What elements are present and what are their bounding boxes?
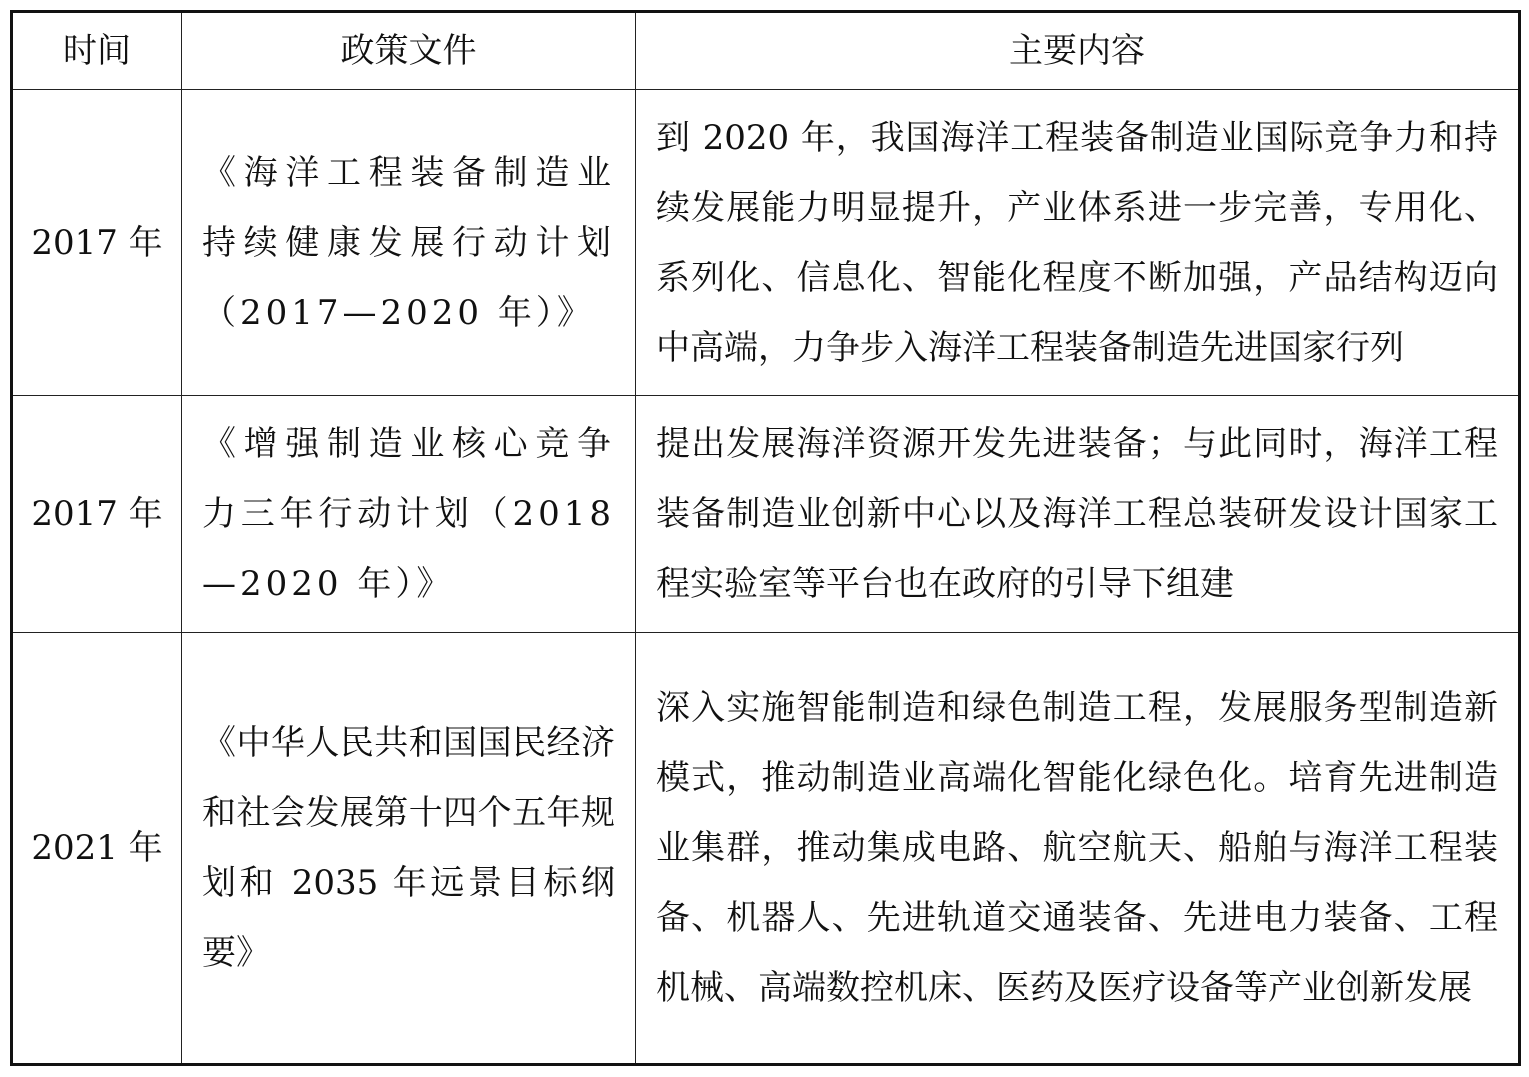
row-time: 2017 年	[12, 90, 182, 396]
table-row	[12, 90, 1520, 396]
table-row	[12, 633, 1520, 1065]
row-document: 《增强制造业核心竞争力三年行动计划（2018—2020 年）》	[182, 396, 636, 633]
header-time: 时间	[12, 12, 182, 90]
row-time: 2017 年	[12, 396, 182, 633]
row-time: 2021 年	[12, 633, 182, 1065]
header-content: 主要内容	[636, 12, 1520, 90]
row-content: 到 2020 年，我国海洋工程装备制造业国际竞争力和持续发展能力明显提升，产业体系进一步完善，专用化、系列化、信息化、智能化程度不断加强，产品结构迈向中高端，力争步入海洋工程装备制造先进国家行列	[636, 90, 1520, 396]
table-row	[12, 396, 1520, 633]
row-document: 《中华人民共和国国民经济和社会发展第十四个五年规划和 2035 年远景目标纲要》	[182, 633, 636, 1065]
row-document: 《海洋工程装备制造业持续健康发展行动计划（2017—2020 年）》	[182, 90, 636, 396]
row-content: 深入实施智能制造和绿色制造工程，发展服务型制造新模式，推动制造业高端化智能化绿色化。培育先进制造业集群，推动集成电路、航空航天、船舶与海洋工程装备、机器人、先进轨道交通装备、先进电力装备、工程机械、高端数控机床、医药及医疗设备等产业创新发展	[636, 633, 1520, 1065]
policy-table-container	[10, 10, 1518, 1063]
row-content: 提出发展海洋资源开发先进装备；与此同时，海洋工程装备制造业创新中心以及海洋工程总装研发设计国家工程实验室等平台也在政府的引导下组建	[636, 396, 1520, 633]
table-header-row	[12, 12, 1520, 90]
policy-table	[10, 10, 1521, 1066]
header-document: 政策文件	[182, 12, 636, 90]
